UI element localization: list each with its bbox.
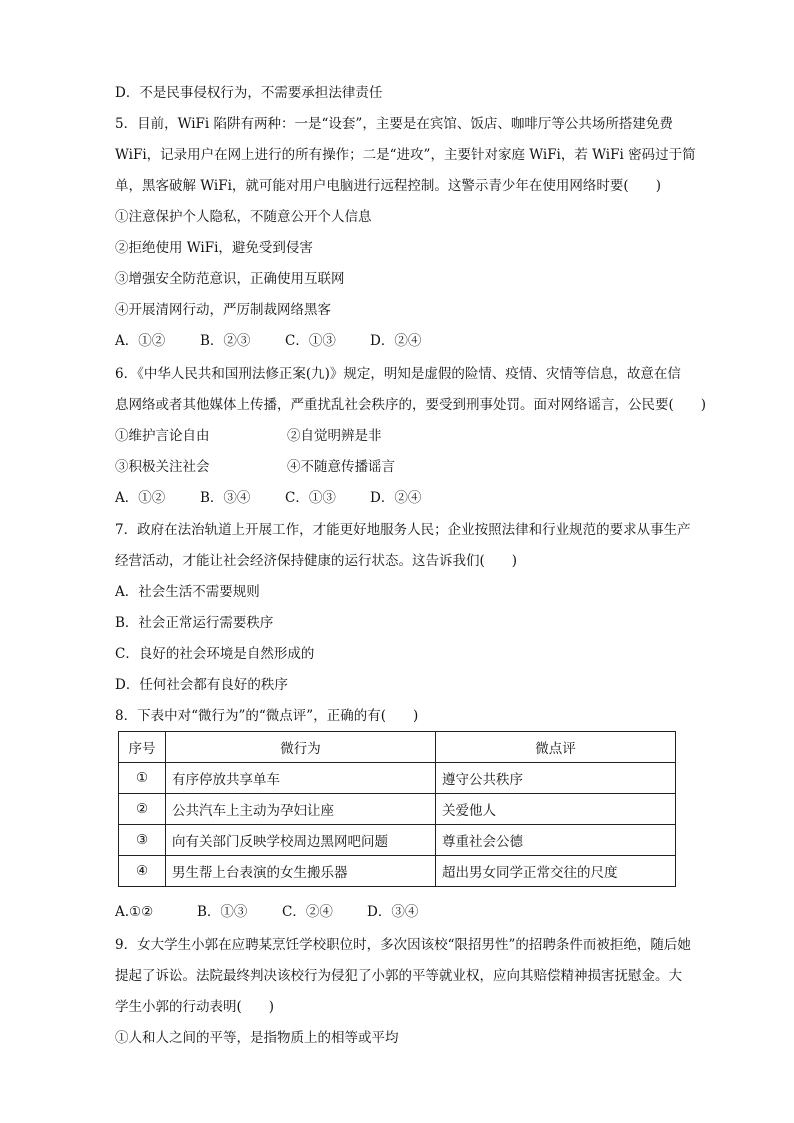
q9-stem-line3: 学生小郭的行动表明( ) bbox=[115, 999, 275, 1015]
table-header-behavior: 微行为 bbox=[166, 732, 436, 763]
table-cell-index: ② bbox=[119, 794, 166, 825]
q6-options bbox=[115, 488, 421, 508]
table-cell-behavior: 男生帮上台表演的女生搬乐器 bbox=[166, 856, 436, 887]
q5-option-c: C．①③ bbox=[285, 333, 336, 349]
q8-option-b: B．①③ bbox=[197, 904, 248, 920]
q6-option-c: C．①③ bbox=[285, 490, 336, 506]
q5-statement-4: ④开展清网行动，严厉制裁网络黑客 bbox=[115, 302, 331, 318]
q6-statement-1: ①维护言论自由 bbox=[115, 428, 210, 444]
q8-table bbox=[118, 731, 676, 887]
q5-option-b: B．②③ bbox=[200, 333, 251, 349]
table-row bbox=[119, 794, 676, 825]
q7-option-b: B．社会正常运行需要秩序 bbox=[115, 615, 274, 631]
q7-stem-line1: 7．政府在法治轨道上开展工作，才能更好地服务人民；企业按照法律和行业规范的要求从事生产 bbox=[115, 522, 691, 538]
q6-statements-row1 bbox=[115, 426, 382, 446]
q5-stem-line1: 5．目前，WiFi 陷阱有两种：一是“设套”，主要是在宾馆、饭店、咖啡厅等公共场所搭建免费 bbox=[115, 116, 673, 132]
q7-option-a: A．社会生活不需要规则 bbox=[115, 584, 260, 600]
q6-statement-2: ②自觉明辨是非 bbox=[287, 428, 382, 444]
table-row bbox=[119, 763, 676, 794]
q5-option-d: D．②④ bbox=[370, 333, 422, 349]
table-header-comment: 微点评 bbox=[436, 732, 676, 763]
q6-option-b: B．③④ bbox=[200, 490, 251, 506]
q6-statement-3: ③积极关注社会 bbox=[115, 459, 210, 475]
q9-stem-line1: 9．女大学生小郭在应聘某烹饪学校职位时，多次因该校“限招男性”的招聘条件而被拒绝，随后她 bbox=[115, 937, 691, 953]
q6-stem-line2: 息网络或者其他媒体上传播，严重扰乱社会秩序的，要受到刑事处罚。面对网络谣言，公民要( ) bbox=[115, 397, 707, 413]
table-cell-comment: 关爱他人 bbox=[436, 794, 676, 825]
q6-stem-line1: 6．《中华人民共和国刑法修正案(九)》规定，明知是虚假的险情、疫情、灾情等信息，故意在信 bbox=[115, 366, 681, 382]
q5-options bbox=[115, 331, 421, 351]
table-cell-comment: 超出男女同学正常交往的尺度 bbox=[436, 856, 676, 887]
q8-stem: 8．下表中对“微行为”的“微点评”，正确的有( ) bbox=[115, 708, 419, 724]
table-header-row bbox=[119, 732, 676, 763]
q6-option-d: D．②④ bbox=[370, 490, 422, 506]
q5-option-a: A．①② bbox=[115, 333, 166, 349]
q9-stem-line2: 提起了诉讼。法院最终判决该校行为侵犯了小郭的平等就业权，应向其赔偿精神损害抚慰金。大 bbox=[115, 968, 682, 984]
q5-statement-3: ③增强安全防范意识，正确使用互联网 bbox=[115, 271, 345, 287]
q9-statement-1: ①人和人之间的平等，是指物质上的相等或平均 bbox=[115, 1030, 399, 1046]
q8-option-a: A.①② bbox=[115, 904, 154, 920]
table-cell-comment: 尊重社会公德 bbox=[436, 825, 676, 856]
q5-stem-line2: WiFi，记录用户在网上进行的所有操作；二是“进攻”，主要针对家庭 WiFi，若 WiFi 密码过于简 bbox=[115, 147, 696, 163]
q5-statement-2: ②拒绝使用 WiFi，避免受到侵害 bbox=[115, 240, 313, 256]
table-cell-behavior: 公共汽车上主动为孕妇让座 bbox=[166, 794, 436, 825]
q7-option-d: D．任何社会都有良好的秩序 bbox=[115, 677, 288, 693]
q6-statement-4: ④不随意传播谣言 bbox=[287, 459, 395, 475]
q5-statement-1: ①注意保护个人隐私，不随意公开个人信息 bbox=[115, 209, 372, 225]
q8-option-d: D．③④ bbox=[367, 904, 419, 920]
table-row bbox=[119, 825, 676, 856]
q6-statements-row2 bbox=[115, 457, 395, 477]
table-row bbox=[119, 856, 676, 887]
table-cell-index: ④ bbox=[119, 856, 166, 887]
q8-options bbox=[115, 902, 418, 922]
table-cell-index: ① bbox=[119, 763, 166, 794]
table-cell-behavior: 有序停放共享单车 bbox=[166, 763, 436, 794]
q4-option-d: D．不是民事侵权行为，不需要承担法律责任 bbox=[115, 85, 383, 101]
q7-option-c: C．良好的社会环境是自然形成的 bbox=[115, 646, 315, 662]
q5-stem-line3: 单，黑客破解 WiFi，就可能对用户电脑进行远程控制。这警示青少年在使用网络时要( ) bbox=[115, 178, 661, 194]
table-cell-comment: 遵守公共秩序 bbox=[436, 763, 676, 794]
q6-option-a: A．①② bbox=[115, 490, 166, 506]
q7-stem-line2: 经营活动，才能让社会经济保持健康的运行状态。这告诉我们( ) bbox=[115, 553, 518, 569]
table-cell-index: ③ bbox=[119, 825, 166, 856]
table-header-index: 序号 bbox=[119, 732, 166, 763]
table-cell-behavior: 向有关部门反映学校周边黑网吧问题 bbox=[166, 825, 436, 856]
q8-option-c: C．②④ bbox=[282, 904, 333, 920]
